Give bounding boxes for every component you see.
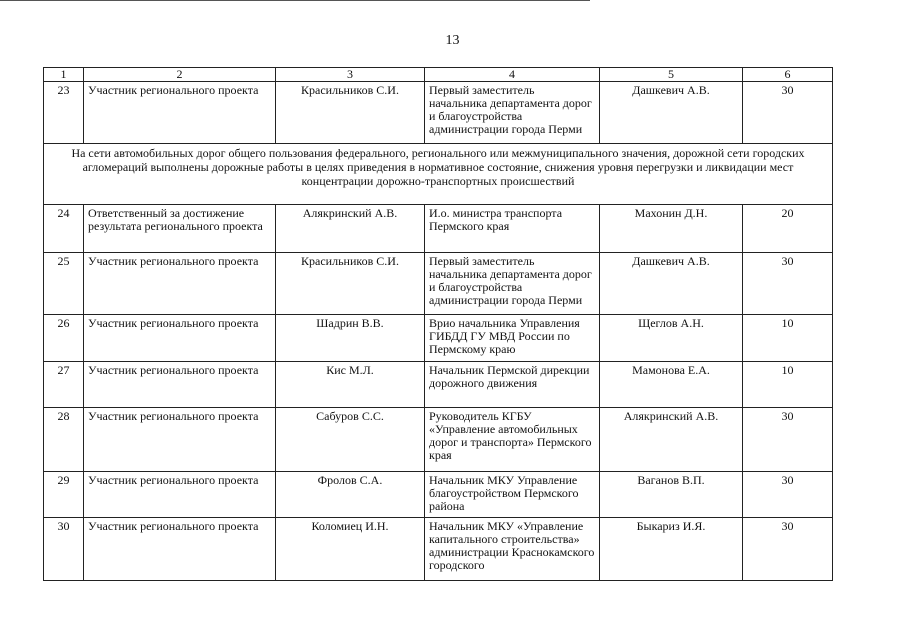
participants-table xyxy=(43,67,833,581)
column-header: 3 xyxy=(276,68,425,82)
table-row xyxy=(44,472,833,518)
row-involvement: 10 xyxy=(743,362,833,408)
row-position: Первый заместитель начальника департамента дорог и благоустройства администрации города Перми xyxy=(425,82,600,144)
row-role: Участник регионального проекта xyxy=(84,315,276,362)
row-number: 27 xyxy=(44,362,84,408)
row-position: Врио начальника Управления ГИБДД ГУ МВД России по Пермскому краю xyxy=(425,315,600,362)
row-name: Красильников С.И. xyxy=(276,82,425,144)
row-name: Коломиец И.Н. xyxy=(276,518,425,581)
row-role: Участник регионального проекта xyxy=(84,408,276,472)
table-row xyxy=(44,408,833,472)
row-reports-to: Быкариз И.Я. xyxy=(600,518,743,581)
row-reports-to: Щеглов А.Н. xyxy=(600,315,743,362)
row-name: Кис М.Л. xyxy=(276,362,425,408)
column-header: 4 xyxy=(425,68,600,82)
row-reports-to: Мамонова Е.А. xyxy=(600,362,743,408)
row-involvement: 30 xyxy=(743,408,833,472)
row-reports-to: Махонин Д.Н. xyxy=(600,205,743,253)
table-row xyxy=(44,205,833,253)
row-position: Первый заместитель начальника департамента дорог и благоустройства администрации города Перми xyxy=(425,253,600,315)
section-row xyxy=(44,144,833,205)
row-name: Красильников С.И. xyxy=(276,253,425,315)
table-header-row xyxy=(44,68,833,82)
table-row xyxy=(44,253,833,315)
row-name: Алякринский А.В. xyxy=(276,205,425,253)
row-number: 25 xyxy=(44,253,84,315)
row-involvement: 30 xyxy=(743,472,833,518)
row-involvement: 30 xyxy=(743,518,833,581)
row-number: 26 xyxy=(44,315,84,362)
row-role: Участник регионального проекта xyxy=(84,472,276,518)
row-position: Начальник МКУ Управление благоустройством Пермского района xyxy=(425,472,600,518)
row-name: Шадрин В.В. xyxy=(276,315,425,362)
row-position: И.о. министра транспорта Пермского края xyxy=(425,205,600,253)
row-involvement: 30 xyxy=(743,253,833,315)
table-row xyxy=(44,315,833,362)
row-number: 23 xyxy=(44,82,84,144)
table-row xyxy=(44,362,833,408)
column-header: 6 xyxy=(743,68,833,82)
row-name: Фролов С.А. xyxy=(276,472,425,518)
row-number: 24 xyxy=(44,205,84,253)
row-role: Участник регионального проекта xyxy=(84,82,276,144)
row-number: 30 xyxy=(44,518,84,581)
section-heading: На сети автомобильных дорог общего пользования федерального, регионального или межмуниципального значения, дорожной сети городских агломераций выполнены дорожные работы в целях приведения в нормативное состояние, снижения уровня перегрузки и ликвидации мест концентрации дорожно-транспортных происшествий xyxy=(44,144,833,205)
row-number: 28 xyxy=(44,408,84,472)
row-position: Руководитель КГБУ «Управление автомобильных дорог и транспорта» Пермского края xyxy=(425,408,600,472)
row-reports-to: Алякринский А.В. xyxy=(600,408,743,472)
row-reports-to: Дашкевич А.В. xyxy=(600,82,743,144)
table-row xyxy=(44,518,833,581)
column-header: 5 xyxy=(600,68,743,82)
row-position: Начальник МКУ «Управление капитального строительства» администрации Краснокамского городского xyxy=(425,518,600,581)
row-number: 29 xyxy=(44,472,84,518)
row-role: Участник регионального проекта xyxy=(84,518,276,581)
page-number: 13 xyxy=(445,33,460,48)
row-name: Сабуров С.С. xyxy=(276,408,425,472)
top-rule xyxy=(0,0,590,1)
table-row xyxy=(44,82,833,144)
column-header: 2 xyxy=(84,68,276,82)
row-involvement: 10 xyxy=(743,315,833,362)
row-involvement: 20 xyxy=(743,205,833,253)
row-position: Начальник Пермской дирекции дорожного движения xyxy=(425,362,600,408)
column-header: 1 xyxy=(44,68,84,82)
row-reports-to: Дашкевич А.В. xyxy=(600,253,743,315)
row-involvement: 30 xyxy=(743,82,833,144)
row-role: Участник регионального проекта xyxy=(84,253,276,315)
row-reports-to: Ваганов В.П. xyxy=(600,472,743,518)
row-role: Ответственный за достижение результата регионального проекта xyxy=(84,205,276,253)
row-role: Участник регионального проекта xyxy=(84,362,276,408)
